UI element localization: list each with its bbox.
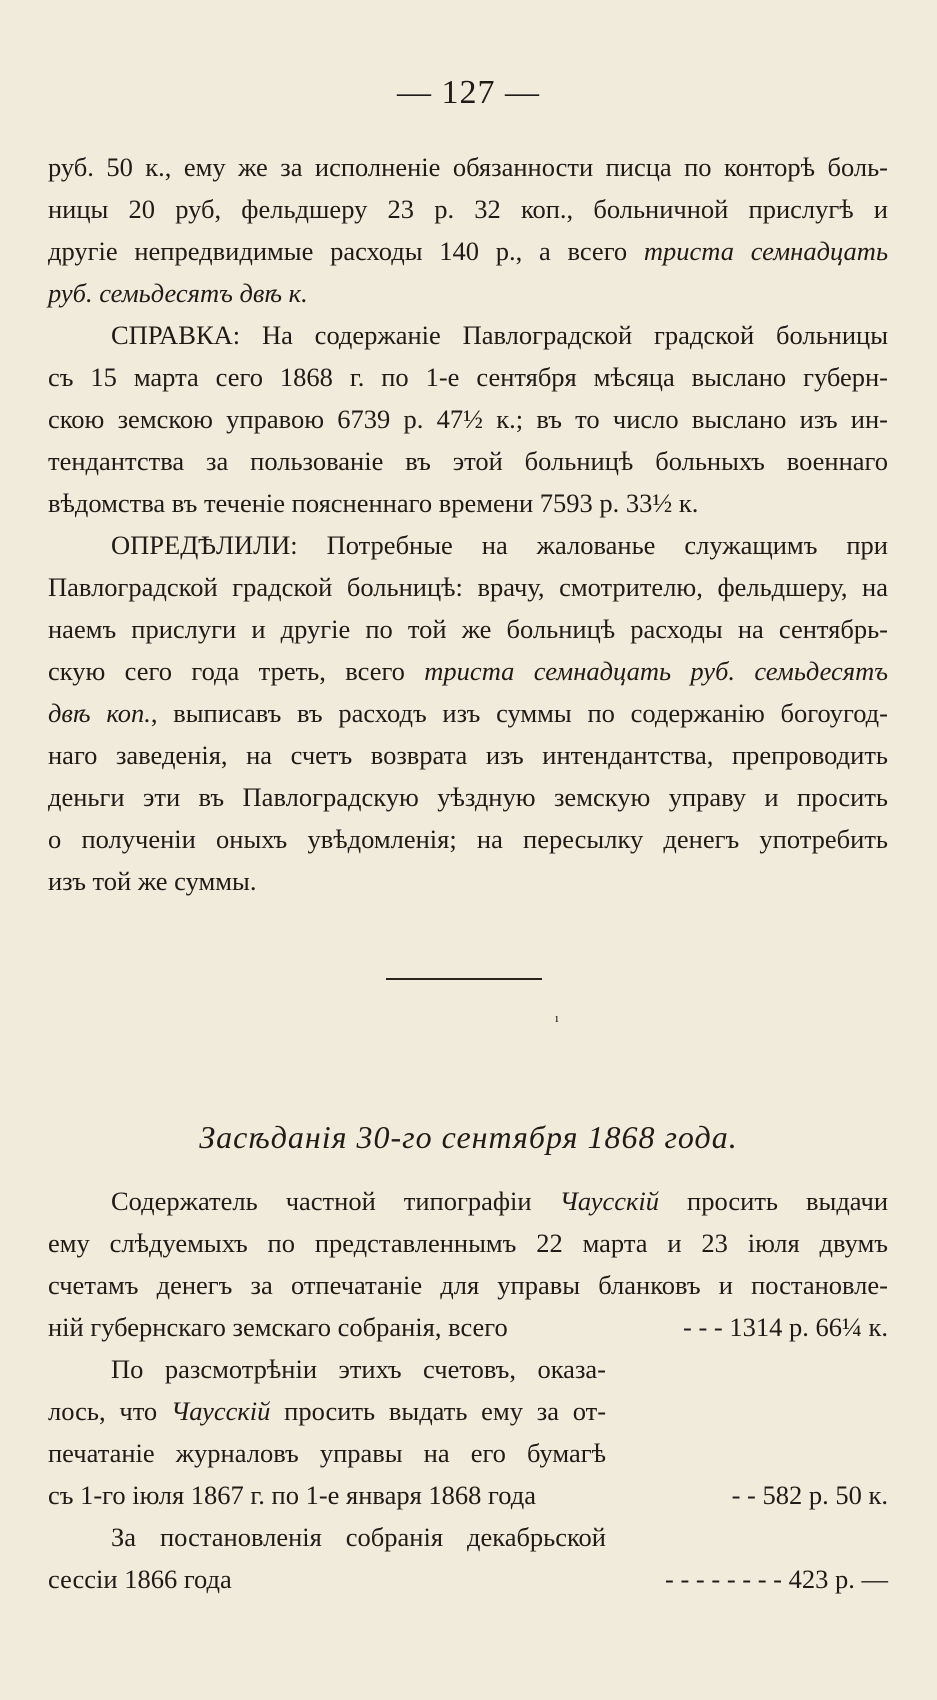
text-line: съ 1-го іюля 1867 г. по 1-е января 1868 года xyxy=(48,1480,536,1510)
text-line xyxy=(48,234,888,268)
text-line: наемъ прислуги и другіе по той же больницѣ расходы на сентябрь- xyxy=(48,614,888,644)
text-line xyxy=(48,654,888,688)
text-span: скую сего года треть, всего xyxy=(48,656,405,686)
italic-amount: триста семнадцать руб. семьдесятъ xyxy=(424,656,888,686)
text-line: Павлоградской градской больницѣ: врачу, смотрителю, фельдшеру, на xyxy=(48,572,888,602)
text-line: наго заведенія, на счетъ возврата изъ интендантства, препроводить xyxy=(48,740,888,770)
text-line: ній губернскаго земскаго собранія, всего xyxy=(48,1312,508,1342)
text-line: ему слѣдуемыхъ по представленнымъ 22 марта и 23 іюля двумъ xyxy=(48,1228,888,1258)
person-name: Чаусскій xyxy=(170,1396,271,1426)
text-line: скою земскою управою 6739 р. 47½ к.; въ то число выслано изъ ин- xyxy=(48,404,888,434)
amount-total: - - - - - - - - 423 р. — xyxy=(665,1564,888,1594)
italic-amount: руб. семьдесятъ двѣ к. xyxy=(48,278,308,308)
text-line: сессіи 1866 года xyxy=(48,1564,232,1594)
text-span: просить выдачи xyxy=(687,1186,889,1216)
session-heading: Засѣданія 30-го сентября 1868 года. xyxy=(199,1119,738,1155)
print-mark: ı xyxy=(555,1010,559,1025)
text-line: По разсмотрѣніи этихъ счетовъ, оказа- xyxy=(111,1354,606,1384)
text-line: печатаніе журналовъ управы на его бумагѣ xyxy=(48,1438,606,1468)
text-line: За постановленія собранія декабрьской xyxy=(111,1522,606,1552)
text-line: счетамъ денегъ за отпечатаніе для управы бланковъ и постановле- xyxy=(48,1270,888,1300)
text-span: Содержатель частной типографіи xyxy=(111,1186,532,1216)
text-line xyxy=(48,1394,606,1428)
text-line: ницы 20 руб, фельдшеру 23 р. 32 коп., больничной прислугѣ и xyxy=(48,194,888,224)
person-name: Чаусскій xyxy=(559,1186,660,1216)
text-line xyxy=(111,1184,888,1218)
resolution-heading-line: ОПРЕДѢЛИЛИ: Потребные на жалованье служащимъ при xyxy=(111,530,888,560)
text-line: изъ той же суммы. xyxy=(48,866,257,896)
italic-amount: двѣ коп. xyxy=(48,698,151,728)
text-span: , выписавъ въ расходъ изъ суммы по содержанію богоугод- xyxy=(150,698,888,728)
text-span: просить выдать ему за от- xyxy=(284,1396,607,1426)
reference-heading-line: СПРАВКА: На содержаніе Павлоградской градской больницы xyxy=(111,320,888,350)
section-divider xyxy=(386,978,542,980)
text-line: о полученіи оныхъ увѣдомленія; на пересылку денегъ употребить xyxy=(48,824,888,854)
amount-total: - - 582 р. 50 к. xyxy=(731,1480,888,1510)
text-line: деньги эти въ Павлоградскую уѣздную земскую управу и просить xyxy=(48,782,888,812)
page-number: — 127 — xyxy=(397,74,540,111)
text-span: лось, что xyxy=(48,1396,158,1426)
text-line: съ 15 марта сего 1868 г. по 1-е сентября мѣсяца выслано губерн- xyxy=(48,362,888,392)
text-line: тендантства за пользованіе въ этой больницѣ больныхъ военнаго xyxy=(48,446,888,476)
amount-total: - - - 1314 р. 66¼ к. xyxy=(683,1312,888,1342)
text-line: вѣдомства въ теченіе поясненнаго времени 7593 р. 33½ к. xyxy=(48,488,699,518)
text-line xyxy=(48,696,888,730)
italic-amount: триста семнадцать xyxy=(643,236,889,266)
text-span: другіе непредвидимые расходы 140 р., а всего xyxy=(48,236,628,266)
text-line: руб. 50 к., ему же за исполненіе обязанности писца по конторѣ боль- xyxy=(48,152,888,182)
